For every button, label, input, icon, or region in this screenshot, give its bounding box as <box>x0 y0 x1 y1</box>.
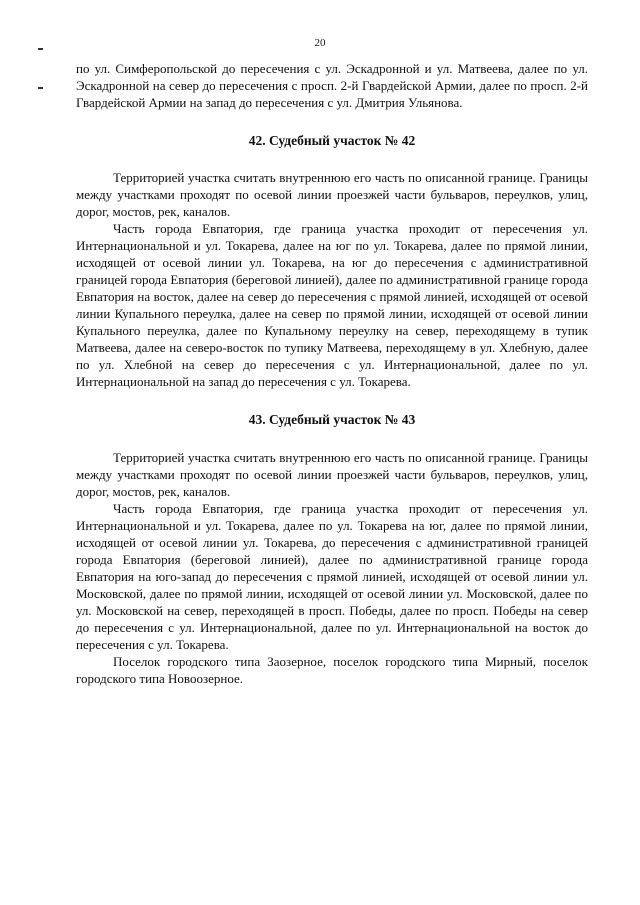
section-43-paragraph-1: Территорией участка считать внутреннюю его часть по описанной границе. Границы между участками проходят по осевой линии проезжей части бульваров, переулков, улиц, дорог, мостов, рек, каналов. <box>76 450 588 499</box>
margin-mark <box>38 87 43 89</box>
section-43-paragraph-2: Часть города Евпатория, где граница участка проходит от пересечения ул. Интернациональной и ул. Токарева, далее по ул. Токарева на юг, далее по прямой линии, исходящей от осевой линии ул. Токарева, до пересечения с административной границей города Евпатория (береговой линией), далее по административной границе города Евпатория на юго-запад до пересечения с прямой линией, исходящей от осевой линии ул. Московской, далее по прямой линии, исходящей от осевой линии ул. Московской, далее по ул. Московской на север, переходящей в просп. Победы, далее по просп. Победы на север до пересечения с ул. Интернациональной, далее по ул. Интернациональной на восток до пересечения с ул. Токарева. <box>76 501 588 652</box>
section-heading-43: 43. Судебный участок № 43 <box>248 412 416 427</box>
intro-paragraph: по ул. Симферопольской до пересечения с ул. Эскадронной и ул. Матвеева, далее по ул. Эскадронной на север до пересечения с просп. 2-й Гвардейской Армии, далее по просп. 2-й Гвардейской Армии на запад до пересечения с ул. Дмитрия Ульянова. <box>76 61 588 110</box>
section-43-paragraph-3: Поселок городского типа Заозерное, поселок городского типа Мирный, поселок городского типа Новоозерное. <box>76 654 588 686</box>
section-heading-42: 42. Судебный участок № 42 <box>248 133 416 148</box>
margin-mark <box>38 48 43 50</box>
document-body <box>76 60 588 687</box>
page-number: 20 <box>314 37 326 49</box>
section-42-paragraph-2: Часть города Евпатория, где граница участка проходит от пересечения ул. Интернациональной и ул. Токарева, далее на юг по ул. Токарева, далее по прямой линии, исходящей от осевой линии ул. Токарева, на юг до пересечения с административной границей города Евпатория (береговой линией), далее по административной границе города Евпатория на восток, далее на север до пересечения с прямой линией, исходящей от осевой линии Купального переулка, далее на север по прямой линии, исходящей от осевой линии Купального переулка, далее по Купальному переулку на север, переходящему в тупик Матвеева, далее на северо-восток по тупику Матвеева, переходящему в ул. Хлебную, далее по ул. Хлебной на север до пересечения с ул. Интернациональной, далее по ул. Интернациональной на запад до пересечения с ул. Токарева. <box>76 221 588 389</box>
section-42-paragraph-1: Территорией участка считать внутреннюю его часть по описанной границе. Границы между участками проходят по осевой линии проезжей части бульваров, переулков, улиц, дорог, мостов, рек, каналов. <box>76 170 588 219</box>
